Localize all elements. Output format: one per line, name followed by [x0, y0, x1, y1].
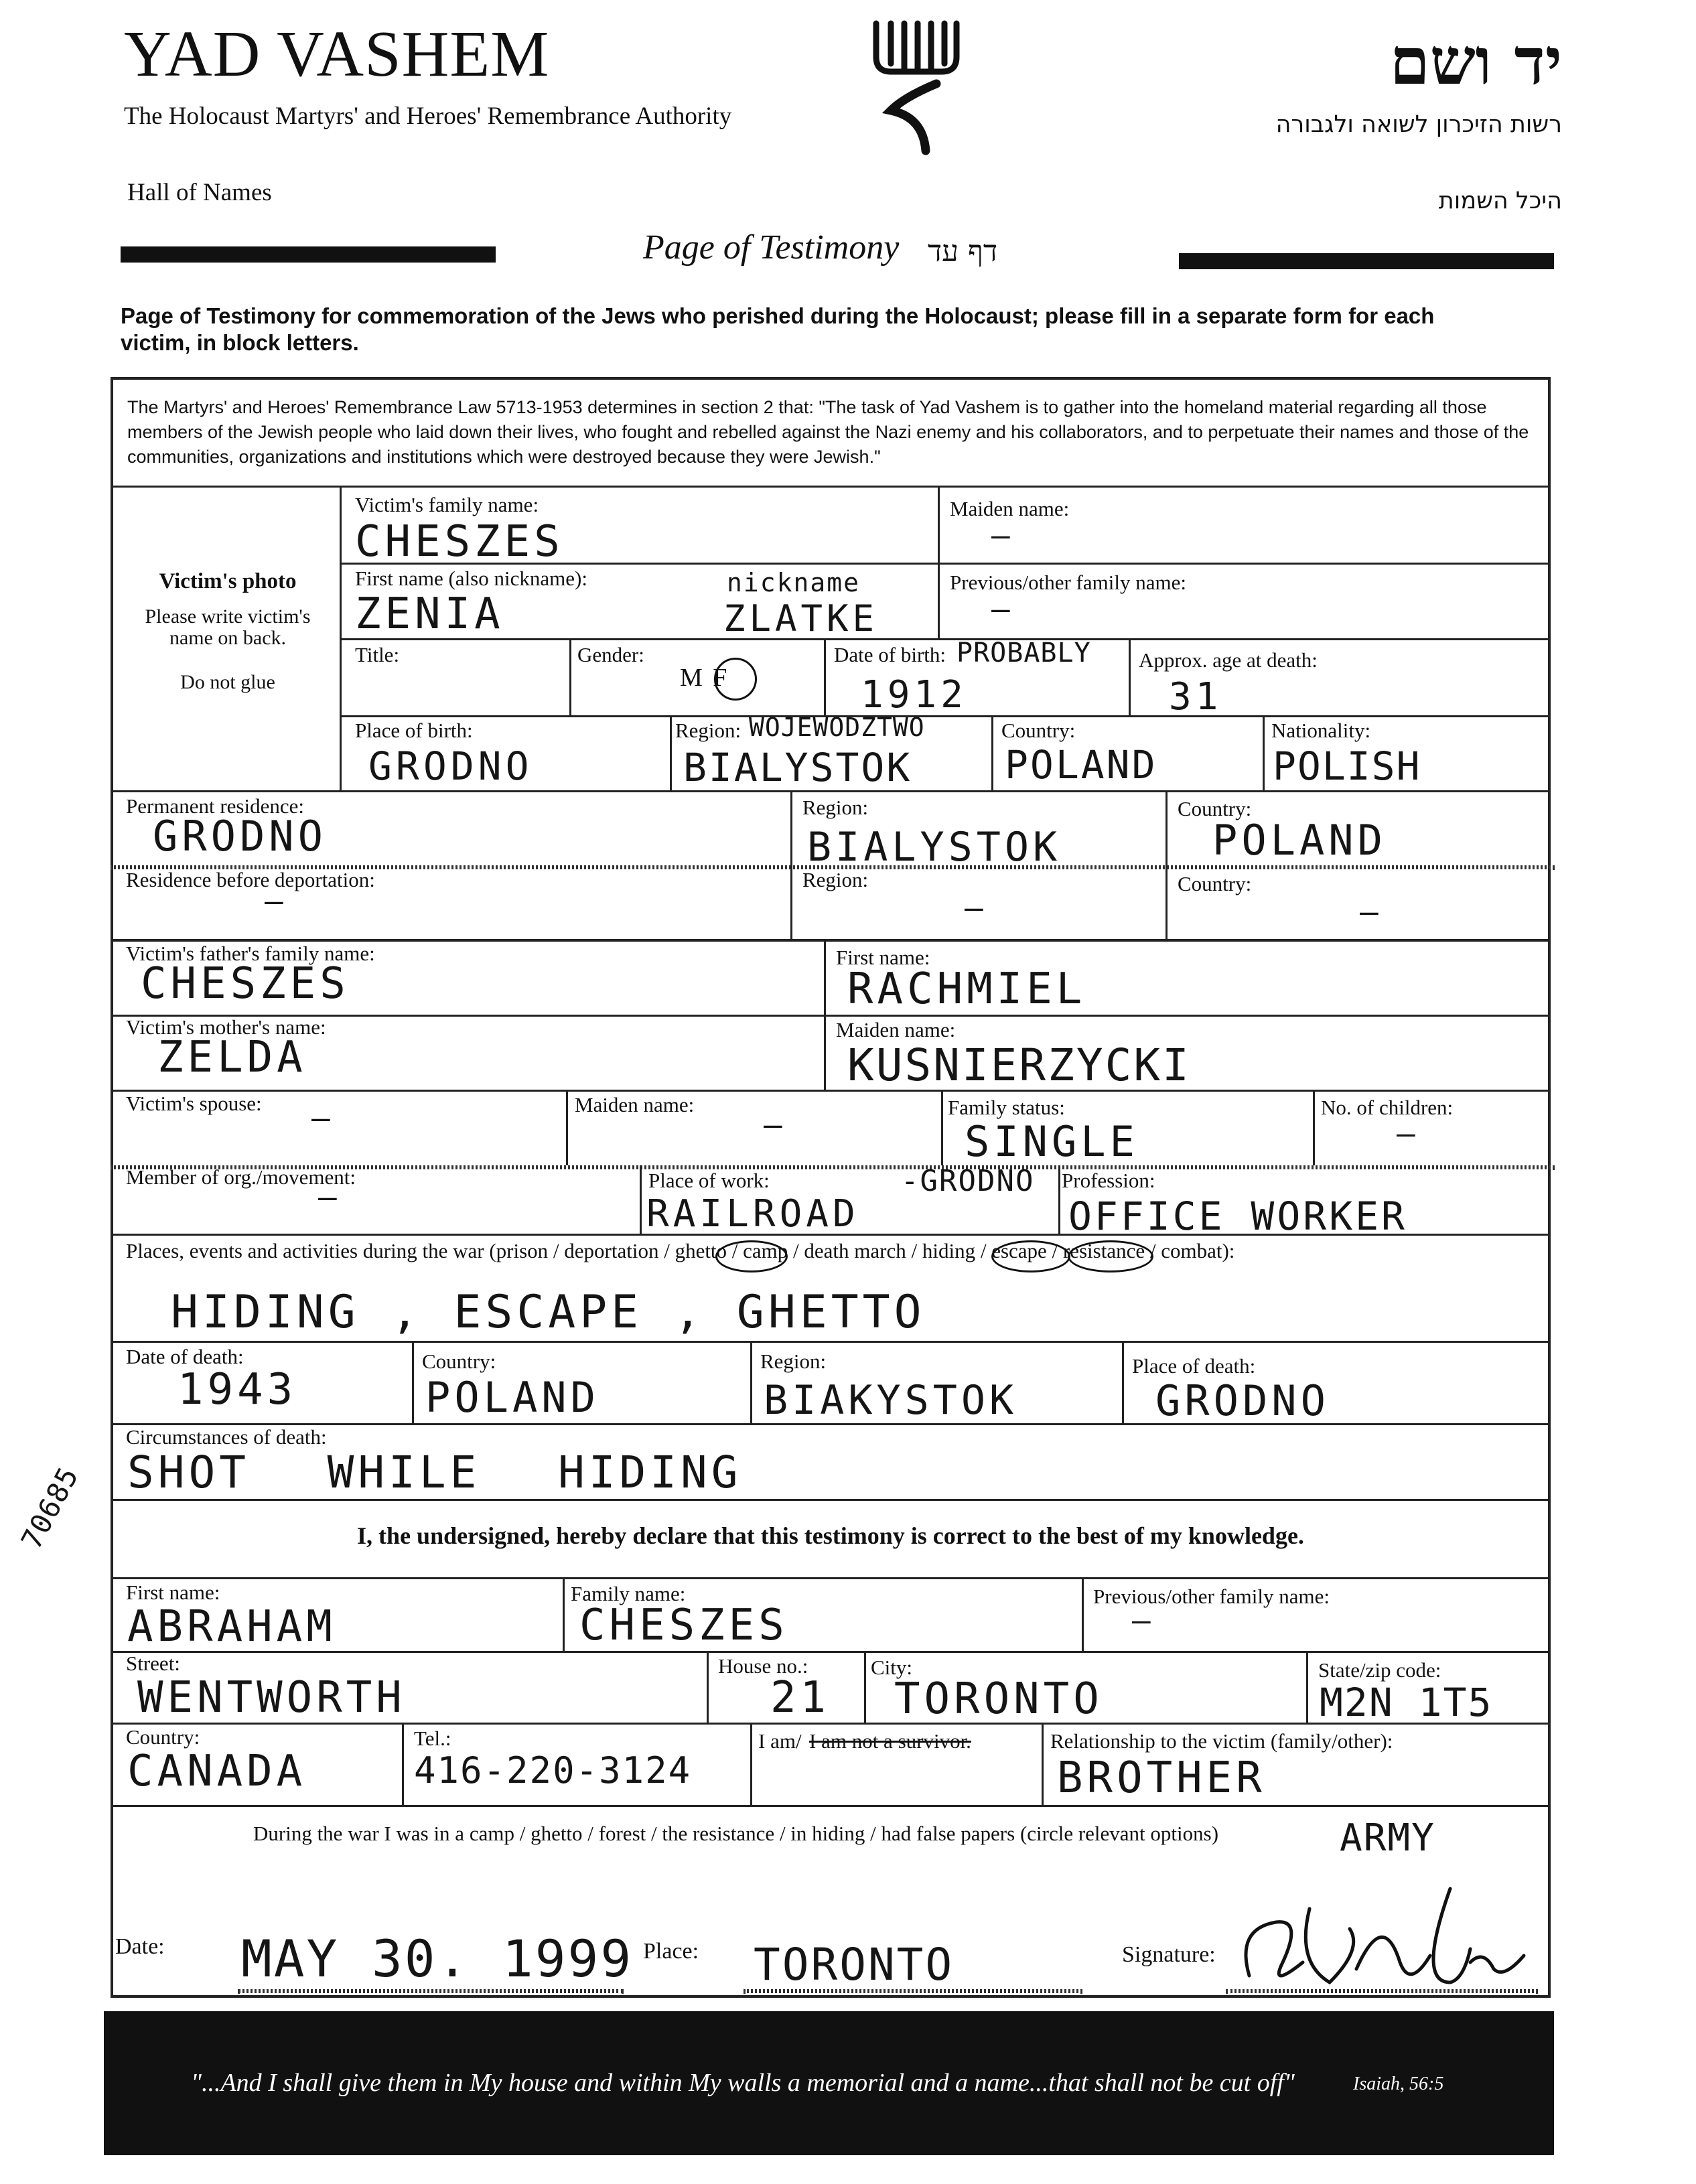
victim-death-country[interactable]: POLAND [425, 1373, 599, 1422]
label-profession: Profession: [1062, 1169, 1155, 1192]
gender-selected-circle[interactable] [714, 658, 757, 701]
footer-quote: "...And I shall give them in My house and within My walls a memorial and a name...that shall not be cut off" [191, 2069, 1295, 2097]
label-birth-region: Region: [675, 719, 741, 742]
label-maiden-name: Maiden name: [950, 497, 1070, 520]
date-underline [238, 1989, 624, 1993]
submitter-street[interactable]: WENTWORTH [137, 1673, 406, 1723]
victim-mother-name[interactable]: ZELDA [157, 1033, 307, 1082]
submitter-state-zip[interactable]: M2N 1T5 [1320, 1680, 1493, 1725]
submitter-during-war[interactable]: ARMY [1340, 1816, 1435, 1860]
victim-place-of-birth[interactable]: GRODNO [368, 743, 533, 789]
victim-dob-note: PROBABLY [957, 638, 1091, 668]
label-mother-maiden: Maiden name: [836, 1018, 956, 1041]
grid-line [1165, 790, 1168, 939]
grid-line [111, 1090, 1551, 1092]
label-place-of-death: Place of death: [1132, 1354, 1256, 1378]
submitter-relationship[interactable]: BROTHER [1057, 1753, 1266, 1803]
label-i-am: I am/ [758, 1729, 802, 1753]
grid-line [111, 1805, 1551, 1807]
photo-box-title: Victim's photo [159, 569, 297, 593]
victim-dob[interactable]: 1912 [861, 673, 967, 717]
grid-line [670, 715, 672, 790]
victim-nickname-label: nickname [727, 568, 861, 597]
victim-spouse[interactable]: — [311, 1100, 334, 1136]
hebrew-org-name: יד ושם [1389, 23, 1562, 99]
grid-line [864, 1651, 866, 1723]
label-signature: Signature: [1122, 1942, 1216, 1967]
victim-family-name[interactable]: CHESZES [355, 517, 564, 567]
gender-options: M F [680, 664, 727, 692]
label-prev-family-name: Previous/other family name: [950, 571, 1186, 594]
place-underline [744, 1989, 1082, 1993]
victim-father-family[interactable]: CHESZES [141, 959, 350, 1009]
grid-line [412, 1341, 414, 1423]
grid-line [640, 1165, 642, 1234]
victim-residence-before-country[interactable]: — [1360, 893, 1383, 930]
victim-member-org[interactable]: — [318, 1179, 341, 1215]
label-circumstances: Circumstances of death: [126, 1425, 327, 1449]
victim-spouse-maiden[interactable]: — [764, 1106, 786, 1143]
grid-line [1058, 1165, 1060, 1234]
victim-date-of-death[interactable]: 1943 [178, 1365, 297, 1414]
label-children: No. of children: [1321, 1096, 1454, 1119]
submitter-place[interactable]: TORONTO [754, 1939, 955, 1990]
hall-of-names: Hall of Names [127, 179, 272, 206]
label-member-org: Member of org./movement: [126, 1165, 356, 1189]
grid-line [1122, 1341, 1124, 1423]
victim-place-of-work[interactable]: RAILROAD [646, 1192, 859, 1236]
label-state-zip: State/zip code: [1318, 1658, 1441, 1682]
submitter-country[interactable]: CANADA [127, 1747, 307, 1796]
victim-nationality[interactable]: POLISH [1273, 743, 1421, 789]
photo-box-note: Please write victim's name on back. [145, 605, 311, 649]
label-place: Place: [643, 1939, 699, 1964]
label-spouse-maiden: Maiden name: [575, 1093, 695, 1116]
victim-death-region[interactable]: BIAKYSTOK [764, 1377, 1018, 1424]
label-date-of-death: Date of death: [126, 1345, 244, 1368]
label-birth-country: Country: [1001, 719, 1076, 742]
label-perm-region: Region: [802, 796, 869, 819]
grid-line [1313, 1090, 1315, 1165]
label-mother-name: Victim's mother's name: [126, 1015, 326, 1039]
label-permanent-residence: Permanent residence: [126, 794, 304, 818]
hall-of-names-hebrew: היכל השמות [1438, 188, 1562, 214]
victim-places-events[interactable]: HIDING , ESCAPE , GHETTO [171, 1286, 926, 1339]
victim-father-first[interactable]: RACHMIEL [847, 964, 1086, 1014]
label-s-family-name: Family name: [571, 1582, 686, 1605]
grid-line [750, 1341, 752, 1423]
grid-line [111, 1015, 1551, 1017]
label-first-name: First name (also nickname): [355, 567, 587, 590]
submitter-prev-family[interactable]: — [1132, 1602, 1155, 1638]
label-before-country: Country: [1178, 872, 1252, 895]
page-title: Page of Testimony [643, 228, 900, 267]
submitter-tel[interactable]: 416-220-3124 [414, 1749, 692, 1792]
label-street: Street: [126, 1652, 180, 1675]
law-text: The Martyrs' and Heroes' Remembrance Law 5713-1953 determines in section 2 that: "The task of Yad Vashem is to gather into the homeland material regarding all those members of the Jewish people who laid down their lives, who fought and rebelled against the Nazi enemy and his collaborators, and to perpetuate their names and those of the communities, organizations and institutions which were destroyed because they were Jewish." [127, 397, 1529, 467]
label-tel: Tel.: [414, 1727, 451, 1750]
label-house-no: House no.: [718, 1654, 808, 1678]
victim-place-of-work-note: -GRODNO [901, 1164, 1035, 1198]
victim-nickname[interactable]: ZLATKE [723, 597, 879, 640]
label-title: Title: [355, 643, 400, 666]
label-death-region: Region: [760, 1350, 827, 1373]
grid-line [569, 638, 571, 715]
victim-place-of-death[interactable]: GRODNO [1155, 1376, 1330, 1425]
submitter-date[interactable]: MAY 30. 1999 [241, 1929, 634, 1988]
label-place-of-work: Place of work: [648, 1169, 770, 1192]
victim-approx-age[interactable]: 31 [1169, 675, 1222, 719]
label-perm-country: Country: [1178, 797, 1252, 820]
footer-source: Isaiah, 56:5 [1353, 2073, 1444, 2094]
label-s-prev-family: Previous/other family name: [1093, 1585, 1330, 1608]
label-spouse: Victim's spouse: [126, 1092, 262, 1115]
label-before-region: Region: [802, 868, 869, 891]
circle-hiding[interactable] [991, 1240, 1070, 1272]
grid-line [563, 1577, 565, 1651]
label-residence-before: Residence before deportation: [126, 868, 375, 891]
grid-line [707, 1651, 709, 1723]
label-nationality: Nationality: [1271, 719, 1371, 742]
label-s-country: Country: [126, 1725, 200, 1749]
label-during-war: During the war I was in a camp / ghetto / forest / the resistance / in hiding / had false papers (circle relevant options) [253, 1822, 1219, 1845]
grid-line [111, 1499, 1551, 1501]
victim-family-status[interactable]: SINGLE [965, 1117, 1139, 1166]
label-relationship: Relationship to the victim (family/other): [1050, 1729, 1393, 1753]
grid-line [342, 638, 1551, 640]
victim-perm-residence[interactable]: GRODNO [153, 812, 327, 861]
grid-line [111, 1341, 1551, 1343]
victim-prev-family-name[interactable]: — [991, 591, 1014, 627]
signature-mark [1229, 1882, 1537, 2003]
victim-maiden-name[interactable]: — [991, 517, 1014, 553]
label-dob: Date of birth: [834, 643, 946, 666]
label-father-family: Victim's father's family name: [126, 942, 375, 965]
label-place-of-birth: Place of birth: [355, 719, 473, 742]
hebrew-subtitle: רשות הזיכרון לשואה ולגבורה [1275, 111, 1562, 138]
grid-line [111, 1577, 1551, 1579]
victim-circumstances[interactable]: SHOT WHILE HIDING [127, 1447, 742, 1498]
victim-perm-country[interactable]: POLAND [1212, 816, 1387, 865]
victim-perm-region[interactable]: BIALYSTOK [807, 824, 1062, 871]
grid-line [111, 790, 1551, 792]
grid-line [941, 1090, 943, 1165]
label-family-status: Family status: [948, 1096, 1065, 1119]
instructions: Page of Testimony for commemoration of the Jews who perished during the Holocaust; please fill in a separate form for each victim, in block letters. [121, 303, 1435, 355]
victim-profession[interactable]: OFFICE WORKER [1068, 1193, 1407, 1239]
label-i-am-struck: I am not a survivor. [809, 1729, 971, 1753]
margin-note: 70685 [15, 1461, 85, 1555]
grid-line [824, 939, 826, 1090]
label-approx-age: Approx. age at death: [1139, 648, 1318, 672]
photo-box-note2: Do not glue [180, 671, 275, 693]
victim-residence-before[interactable]: — [265, 883, 287, 919]
victim-first-name[interactable]: ZENIA [355, 589, 504, 639]
circle-ghetto[interactable] [715, 1240, 788, 1272]
label-family-name: Victim's family name: [355, 493, 539, 516]
label-death-country: Country: [422, 1350, 496, 1373]
grid-line [566, 1090, 568, 1165]
victim-birth-region[interactable]: BIALYSTOK [683, 745, 912, 790]
victim-mother-maiden[interactable]: KUSNIERZYCKI [847, 1039, 1191, 1091]
victim-children[interactable]: — [1397, 1115, 1419, 1151]
submitter-first-name[interactable]: ABRAHAM [127, 1602, 336, 1652]
grid-line [1042, 1723, 1044, 1805]
label-date: Date: [115, 1934, 165, 1959]
grid-line [1306, 1651, 1308, 1723]
page-title-hebrew: דף עד [928, 234, 998, 269]
grid-line [1129, 638, 1131, 715]
grid-line [991, 715, 993, 790]
label-s-first-name: First name: [126, 1581, 220, 1604]
label-father-first: First name: [836, 946, 930, 969]
grid-line [1082, 1577, 1084, 1651]
victim-residence-before-region[interactable]: — [965, 889, 987, 926]
menorah-logo [864, 17, 965, 157]
grid-line [824, 638, 826, 715]
circle-escape[interactable] [1068, 1240, 1153, 1272]
victim-birth-region-note: WOJEWODZTWO [749, 713, 925, 742]
label-places-events: Places, events and activities during the war (prison / deportation / ghetto / camp / death march / hiding / escape / resistance / combat): [126, 1239, 1235, 1262]
grid-line [790, 790, 792, 939]
org-subtitle: The Holocaust Martyrs' and Heroes' Remembrance Authority [124, 102, 732, 130]
org-name: YAD VASHEM [124, 18, 550, 90]
header-bar-right [1179, 253, 1554, 269]
victim-birth-country[interactable]: POLAND [1005, 742, 1157, 788]
grid-line [750, 1723, 752, 1805]
declaration: I, the undersigned, hereby declare that this testimony is correct to the best of my knowledge. [357, 1522, 1304, 1549]
submitter-city[interactable]: TORONTO [894, 1674, 1103, 1724]
header-bar-left [121, 246, 496, 263]
grid-line [1263, 715, 1265, 790]
label-city: City: [871, 1656, 913, 1679]
submitter-family-name[interactable]: CHESZES [579, 1601, 788, 1650]
grid-line [938, 488, 940, 638]
label-gender: Gender: [577, 643, 644, 666]
submitter-house-no[interactable]: 21 [770, 1673, 831, 1723]
grid-line [402, 1723, 404, 1805]
